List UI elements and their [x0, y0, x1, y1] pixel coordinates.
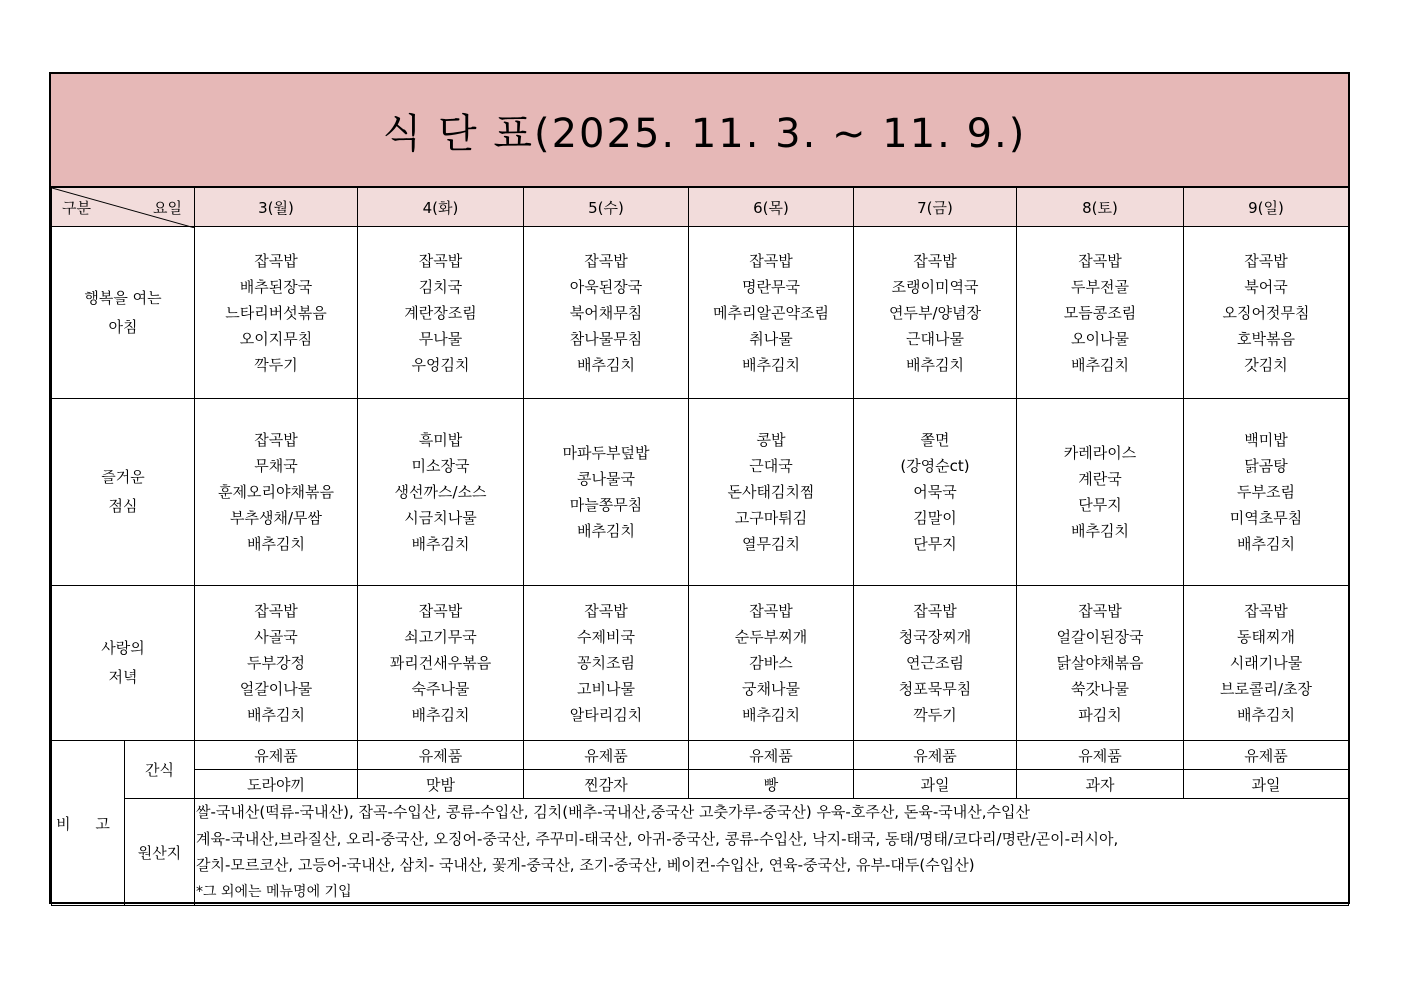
dish-item: 시래기나물: [1229, 654, 1303, 672]
day-menu-cell: [689, 399, 854, 586]
snack-cell: 유제품: [854, 741, 1017, 770]
day-menu-cell: [524, 586, 689, 741]
dish-item: 모듬콩조림: [1063, 303, 1137, 322]
menu-sheet: [49, 72, 1350, 904]
day-menu-cell: [524, 227, 689, 399]
snack-cell: 유제품: [195, 741, 358, 770]
dish-item: 근대국: [749, 457, 793, 475]
dish-item: 단무지: [1078, 496, 1122, 514]
dish-item: 파김치: [1078, 706, 1122, 724]
dish-item: 명란무국: [742, 277, 800, 296]
corner-label-day: 요일: [153, 199, 182, 217]
dish-item: 오이나물: [1071, 329, 1129, 348]
dish-item: 근대나물: [906, 329, 964, 348]
dish-item: 얼갈이나물: [239, 680, 313, 698]
dish-item: 닭살야채볶음: [1056, 654, 1144, 672]
origin-line: 계육-국내산,브라질산, 오리-중국산, 오징어-중국산, 주꾸미-태국산, 아귀-중국산, 콩류-수입산, 낙지-태국, 동태/명태/코다리/명란/곤이-러시아,: [196, 829, 1119, 848]
dish-item: 취나물: [749, 329, 793, 348]
dish-item: 쇠고기무국: [404, 628, 477, 646]
dish-item: 콩나물국: [577, 470, 635, 488]
dish-item: 조랭이미역국: [891, 277, 979, 296]
dish-item: 고비나물: [577, 680, 635, 698]
day-menu-cell: [1184, 586, 1349, 741]
dish-item: 배추김치: [247, 706, 305, 724]
dish-item: 청포묵무침: [898, 680, 972, 698]
origin-info: [195, 799, 1349, 906]
lunch-row: [52, 399, 1349, 586]
header-corner: [52, 188, 195, 227]
day-menu-cell: [195, 399, 358, 586]
day-menu-cell: [689, 227, 854, 399]
origin-row: [52, 799, 1349, 906]
dish-item: 알타리김치: [569, 706, 643, 724]
snack-label: 간식: [125, 741, 195, 799]
remarks-label: 비 고: [52, 741, 125, 906]
dish-item: 잡곡밥: [254, 251, 298, 270]
snack-cell: 유제품: [1017, 741, 1184, 770]
dish-item: 꽈리건새우볶음: [389, 654, 492, 672]
snack-cell: 유제품: [524, 741, 689, 770]
day-menu-cell: [358, 586, 524, 741]
dish-item: 배추김치: [577, 355, 635, 374]
day-header: 3(월): [195, 188, 358, 227]
dish-item: 잡곡밥: [1078, 251, 1122, 270]
dish-item: 무나물: [418, 329, 463, 348]
day-menu-cell: [1017, 399, 1184, 586]
dish-item: 무채국: [254, 457, 298, 475]
dish-item: 잡곡밥: [418, 251, 463, 270]
dish-item: 청국장찌개: [898, 628, 972, 646]
meal-label-lunch: [52, 399, 195, 586]
snack-cell: 도라야끼: [195, 770, 358, 799]
snack-cell: 과일: [1184, 770, 1349, 799]
title-bar: [51, 74, 1348, 187]
dish-item: 우엉김치: [411, 355, 470, 374]
day-menu-cell: [195, 227, 358, 399]
dish-item: 배추김치: [1071, 522, 1129, 540]
menu-table: [51, 187, 1349, 906]
dish-item: 아욱된장국: [569, 277, 643, 296]
dish-item: 김말이: [913, 509, 957, 527]
dish-item: 미역초무침: [1229, 509, 1303, 527]
dish-item: 배추김치: [1237, 535, 1295, 553]
day-menu-cell: [195, 586, 358, 741]
dish-item: 배추김치: [1071, 355, 1129, 374]
day-menu-cell: [854, 227, 1017, 399]
day-header: 9(일): [1184, 188, 1349, 227]
dish-item: 깍두기: [913, 706, 957, 724]
dish-item: 잡곡밥: [584, 602, 628, 620]
dish-item: 부추생채/무쌈: [230, 509, 322, 527]
dish-item: 배추된장국: [239, 277, 313, 296]
day-menu-cell: [1017, 227, 1184, 399]
day-header: 8(토): [1017, 188, 1184, 227]
dish-item: 꽁치조림: [577, 654, 635, 672]
meal-label-line: 저녁: [108, 668, 138, 686]
day-menu-cell: [854, 399, 1017, 586]
dish-item: 연두부/양념장: [889, 303, 981, 322]
dish-item: 배추김치: [742, 706, 800, 724]
dish-item: 김치국: [418, 277, 463, 296]
dish-item: 깍두기: [254, 355, 298, 374]
header-row: [52, 188, 1349, 227]
dish-item: 잡곡밥: [1244, 602, 1288, 620]
dish-item: 백미밥: [1244, 431, 1288, 449]
dish-item: 연근조림: [906, 654, 964, 672]
day-menu-cell: [358, 399, 524, 586]
dish-item: 잡곡밥: [1078, 602, 1122, 620]
dish-item: 계란국: [1078, 470, 1122, 488]
dish-item: 갓김치: [1244, 355, 1288, 374]
dish-item: 콩밥: [756, 431, 786, 449]
snack-cell: 과일: [854, 770, 1017, 799]
dish-item: 시금치나물: [404, 509, 477, 527]
dish-item: 느타리버섯볶음: [225, 303, 327, 322]
day-menu-cell: [689, 586, 854, 741]
meal-label-breakfast: [52, 227, 195, 399]
dish-item: 잡곡밥: [913, 602, 957, 620]
dish-item: 오징어젓무침: [1222, 303, 1310, 322]
dish-item: 배추김치: [247, 535, 305, 553]
dish-item: 두부조림: [1237, 483, 1295, 501]
dish-item: 잡곡밥: [749, 602, 793, 620]
day-header: 4(화): [358, 188, 524, 227]
day-menu-cell: [1184, 399, 1349, 586]
day-menu-cell: [524, 399, 689, 586]
snack-row-2: [52, 770, 1349, 799]
dish-item: 배추김치: [411, 706, 470, 724]
day-menu-cell: [854, 586, 1017, 741]
origin-label: 원산지: [125, 799, 195, 906]
day-menu-cell: [1184, 227, 1349, 399]
dish-item: 메추리알곤약조림: [713, 303, 829, 322]
dish-item: 배추김치: [577, 522, 635, 540]
snack-cell: 찐감자: [524, 770, 689, 799]
snack-cell: 맛밤: [358, 770, 524, 799]
dish-item: 동태찌개: [1237, 628, 1295, 646]
dish-item: 숙주나물: [411, 680, 470, 698]
day-header: 7(금): [854, 188, 1017, 227]
dish-item: 사골국: [254, 628, 298, 646]
dish-item: 카레라이스: [1063, 444, 1137, 462]
meal-label-line: 사랑의: [101, 639, 145, 657]
day-header: 5(수): [524, 188, 689, 227]
meal-label-line: 행복을 여는: [84, 288, 162, 307]
dish-item: 배추김치: [742, 355, 800, 374]
corner-label-category: 구분: [62, 199, 91, 217]
dish-item: 브로콜리/초장: [1220, 680, 1312, 698]
dish-item: 배추김치: [411, 535, 470, 553]
snack-cell: 과자: [1017, 770, 1184, 799]
snack-cell: 유제품: [689, 741, 854, 770]
dish-item: 수제비국: [577, 628, 635, 646]
dish-item: 잡곡밥: [254, 602, 298, 620]
snack-cell: 빵: [689, 770, 854, 799]
origin-line: 갈치-모르코산, 고등어-국내산, 삼치- 국내산, 꽃게-중국산, 조기-중국산, 베이컨-수입산, 연육-중국산, 유부-대두(수입산): [196, 856, 975, 874]
dish-item: 호박볶음: [1237, 329, 1295, 348]
dish-item: 궁채나물: [742, 680, 800, 698]
meal-label-line: 아침: [108, 317, 138, 336]
page-title: 식 단 표(2025. 11. 3. ~ 11. 9.): [382, 110, 1027, 157]
dish-item: 생선까스/소스: [394, 483, 487, 501]
dish-item: 배추김치: [906, 355, 964, 374]
meal-label-line: 점심: [108, 497, 138, 515]
dish-item: 쫄면: [920, 431, 950, 449]
dish-item: 감바스: [749, 654, 793, 672]
dinner-row: [52, 586, 1349, 741]
dish-item: (강영순ct): [900, 457, 970, 475]
meal-label-line: 즐거운: [101, 468, 145, 486]
snack-cell: 유제품: [358, 741, 524, 770]
dish-item: 배추김치: [1237, 706, 1295, 724]
dish-item: 잡곡밥: [1244, 251, 1288, 270]
breakfast-row: [52, 227, 1349, 399]
snack-row-1: [52, 741, 1349, 770]
dish-item: 잡곡밥: [584, 251, 628, 270]
dish-item: 흑미밥: [418, 431, 463, 449]
dish-item: 오이지무침: [239, 329, 313, 348]
origin-line: 쌀-국내산(떡류-국내산), 잡곡-수입산, 콩류-수입산, 김치(배추-국내산,중국산 고춧가루-중국산) 우육-호주산, 돈육-국내산,수입산: [196, 803, 1030, 821]
dish-item: 미소장국: [411, 457, 470, 475]
dish-item: 두부전골: [1071, 277, 1129, 296]
dish-item: 잡곡밥: [749, 251, 793, 270]
day-header: 6(목): [689, 188, 854, 227]
dish-item: 북어채무침: [569, 303, 643, 322]
dish-item: 열무김치: [742, 535, 800, 553]
dish-item: 두부강정: [247, 654, 305, 672]
dish-item: 훈제오리야채볶음: [218, 483, 334, 501]
dish-item: 단무지: [913, 535, 957, 553]
snack-cell: 유제품: [1184, 741, 1349, 770]
day-menu-cell: [358, 227, 524, 399]
dish-item: 마파두부덮밥: [562, 444, 650, 462]
dish-item: 어묵국: [913, 483, 957, 501]
dish-item: 마늘쫑무침: [569, 496, 643, 514]
dish-item: 참나물무침: [569, 329, 643, 348]
dish-item: 북어국: [1244, 277, 1288, 296]
meal-label-dinner: [52, 586, 195, 741]
dish-item: 계란장조림: [404, 303, 477, 322]
dish-item: 고구마튀김: [734, 509, 808, 527]
dish-item: 잡곡밥: [418, 602, 463, 620]
dish-item: 잡곡밥: [913, 251, 957, 270]
day-menu-cell: [1017, 586, 1184, 741]
dish-item: 닭곰탕: [1244, 457, 1288, 475]
dish-item: 돈사태김치찜: [727, 483, 815, 501]
dish-item: 순두부찌개: [734, 628, 808, 646]
origin-footnote: *그 외에는 메뉴명에 기입: [196, 883, 352, 900]
dish-item: 쑥갓나물: [1071, 680, 1129, 698]
dish-item: 잡곡밥: [254, 431, 298, 449]
dish-item: 얼갈이된장국: [1056, 628, 1144, 646]
